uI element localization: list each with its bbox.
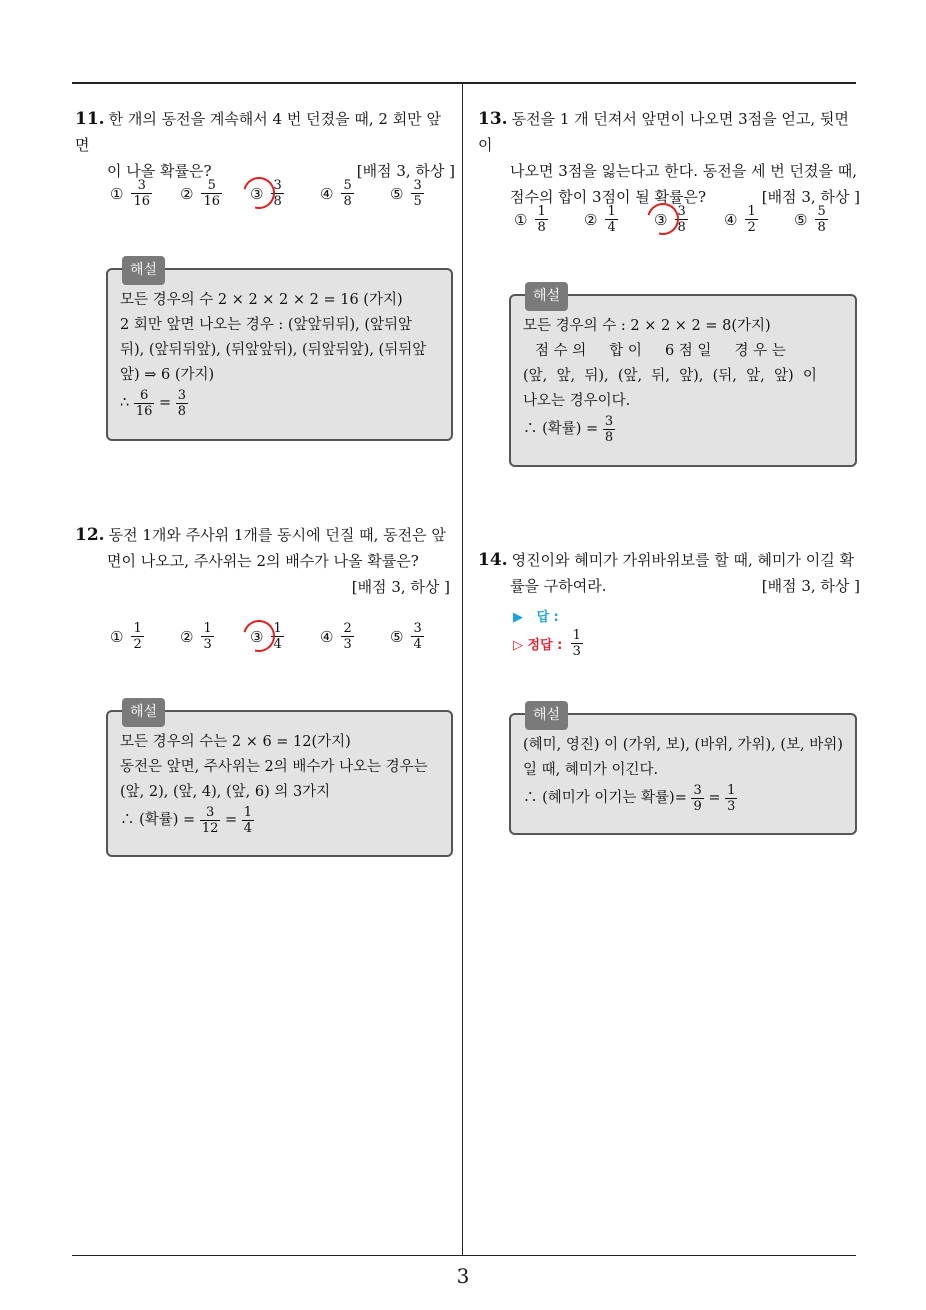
correct-answer-label: ▷ 정답 :	[513, 638, 563, 653]
question-text: 이 나올 확률은?	[107, 162, 212, 180]
choice-2[interactable]: ② $\frac{1}{4}$	[584, 204, 616, 235]
choice-5[interactable]: ⑤ $\frac{3}{5}$	[390, 178, 422, 209]
grade-label: [배점 3, 하상 ]	[761, 188, 860, 206]
question-13	[478, 106, 860, 210]
solution-box-14: 해설 (혜미, 영진) 이 (가위, 보), (바위, 가위), (보, 바위) 일 때, 혜미가 이긴다. ∴ (혜미가 이기는 확률)= $\frac{3}{9}$ = $\frac{1}{3}$	[509, 713, 857, 835]
answer-row	[513, 606, 559, 625]
choice-3[interactable]: ③ $\frac{1}{4}$	[250, 621, 320, 652]
correct-answer-row	[513, 628, 583, 659]
column-divider	[462, 82, 463, 1256]
choice-2[interactable]: ② $\frac{5}{16}$	[180, 178, 220, 209]
question-12	[75, 522, 450, 600]
solution-result: ∴ (혜미가 이기는 확률)= $\frac{3}{9}$ = $\frac{1}{3}$	[523, 783, 736, 814]
solution-result: ∴ $\frac{6}{16}$ = $\frac{3}{8}$	[120, 388, 187, 419]
question-text: 면이 나오고, 주사위는 2의 배수가 나올 확률은?	[107, 552, 419, 570]
choices-11	[110, 178, 460, 209]
question-number: 14.	[478, 550, 508, 570]
choice-1[interactable]: ① $\frac{1}{8}$	[514, 204, 546, 235]
question-text: 나오면 3점을 잃는다고 한다. 동전을 세 번 던졌을 때,	[510, 162, 858, 180]
top-rule	[72, 82, 856, 84]
solution-box-13: 해설 모든 경우의 수 : 2 × 2 × 2 = 8(가지) 점 수 의 합 이 6 점 일 경 우 는 (앞, 앞, 뒤), (앞, 뒤, 앞), (뒤, 앞, 앞) 이 나오는 경우이다. ∴ (확률) = $\frac{3}{8}$	[509, 294, 857, 467]
bottom-rule	[72, 1255, 856, 1256]
choice-4[interactable]: ④ $\frac{2}{3}$	[320, 621, 352, 652]
choice-3[interactable]: ③ $\frac{3}{8}$	[654, 204, 724, 235]
grade-label: [배점 3, 하상 ]	[761, 577, 860, 595]
question-number: 12.	[75, 525, 105, 545]
page-number: 3	[456, 1264, 470, 1288]
question-11	[75, 106, 455, 184]
choice-5[interactable]: ⑤ $\frac{5}{8}$	[794, 204, 826, 235]
grade-label: [배점 3, 하상 ]	[351, 578, 450, 596]
question-text: 영진이와 혜미가 가위바위보를 할 때, 혜미가 이길 확	[511, 551, 855, 569]
solution-box-11: 해설 모든 경우의 수 2 × 2 × 2 × 2 = 16 (가지) 2 회만 앞면 나오는 경우 : (앞앞뒤뒤), (앞뒤앞 뒤), (앞뒤뒤앞), (뒤앞앞뒤), (뒤앞뒤앞), (뒤뒤앞 앞) ⇒ 6 (가지) ∴ $\frac{6}{16}$ = $\frac{3}{8}$	[106, 268, 453, 441]
choices-12	[110, 621, 460, 652]
correct-answer-value: $\frac{1}{3}$	[572, 628, 581, 659]
question-text: 한 개의 동전을 계속해서 4 번 던졌을 때, 2 회만 앞면	[75, 110, 441, 154]
solution-tag: 해설	[525, 282, 568, 311]
choice-2[interactable]: ② $\frac{1}{3}$	[180, 621, 212, 652]
question-text: 동전 1개와 주사위 1개를 동시에 던질 때, 동전은 앞	[108, 526, 446, 544]
question-number: 13.	[478, 109, 508, 129]
choice-4[interactable]: ④ $\frac{5}{8}$	[320, 178, 352, 209]
solution-tag: 해설	[122, 256, 165, 285]
solution-tag: 해설	[525, 701, 568, 730]
choice-1[interactable]: ① $\frac{3}{16}$	[110, 178, 150, 209]
choice-5[interactable]: ⑤ $\frac{3}{4}$	[390, 621, 422, 652]
answer-label: ▶ 답 :	[513, 610, 559, 625]
question-text: 률을 구하여라.	[510, 577, 607, 595]
question-text: 점수의 합이 3점이 될 확률은?	[510, 188, 707, 206]
choices-13	[514, 204, 864, 235]
choice-3[interactable]: ③ $\frac{3}{8}$	[250, 178, 320, 209]
choice-4[interactable]: ④ $\frac{1}{2}$	[724, 204, 756, 235]
solution-result: ∴ (확률) = $\frac{3}{8}$	[523, 414, 614, 445]
question-14	[478, 547, 860, 599]
question-number: 11.	[75, 109, 105, 129]
solution-result: ∴ (확률) = $\frac{3}{12}$ = $\frac{1}{4}$	[120, 805, 253, 836]
question-text: 동전을 1 개 던져서 앞면이 나오면 3점을 얻고, 뒷면이	[478, 110, 849, 154]
solution-box-12: 해설 모든 경우의 수는 2 × 6 = 12(가지) 동전은 앞면, 주사위는 2의 배수가 나오는 경우는 (앞, 2), (앞, 4), (앞, 6) 의 3가지 ∴ (확률) = $\frac{3}{12}$ = $\frac{1}{4}$	[106, 710, 453, 857]
solution-tag: 해설	[122, 698, 165, 727]
choice-1[interactable]: ① $\frac{1}{2}$	[110, 621, 142, 652]
grade-label: [배점 3, 하상 ]	[356, 162, 455, 180]
